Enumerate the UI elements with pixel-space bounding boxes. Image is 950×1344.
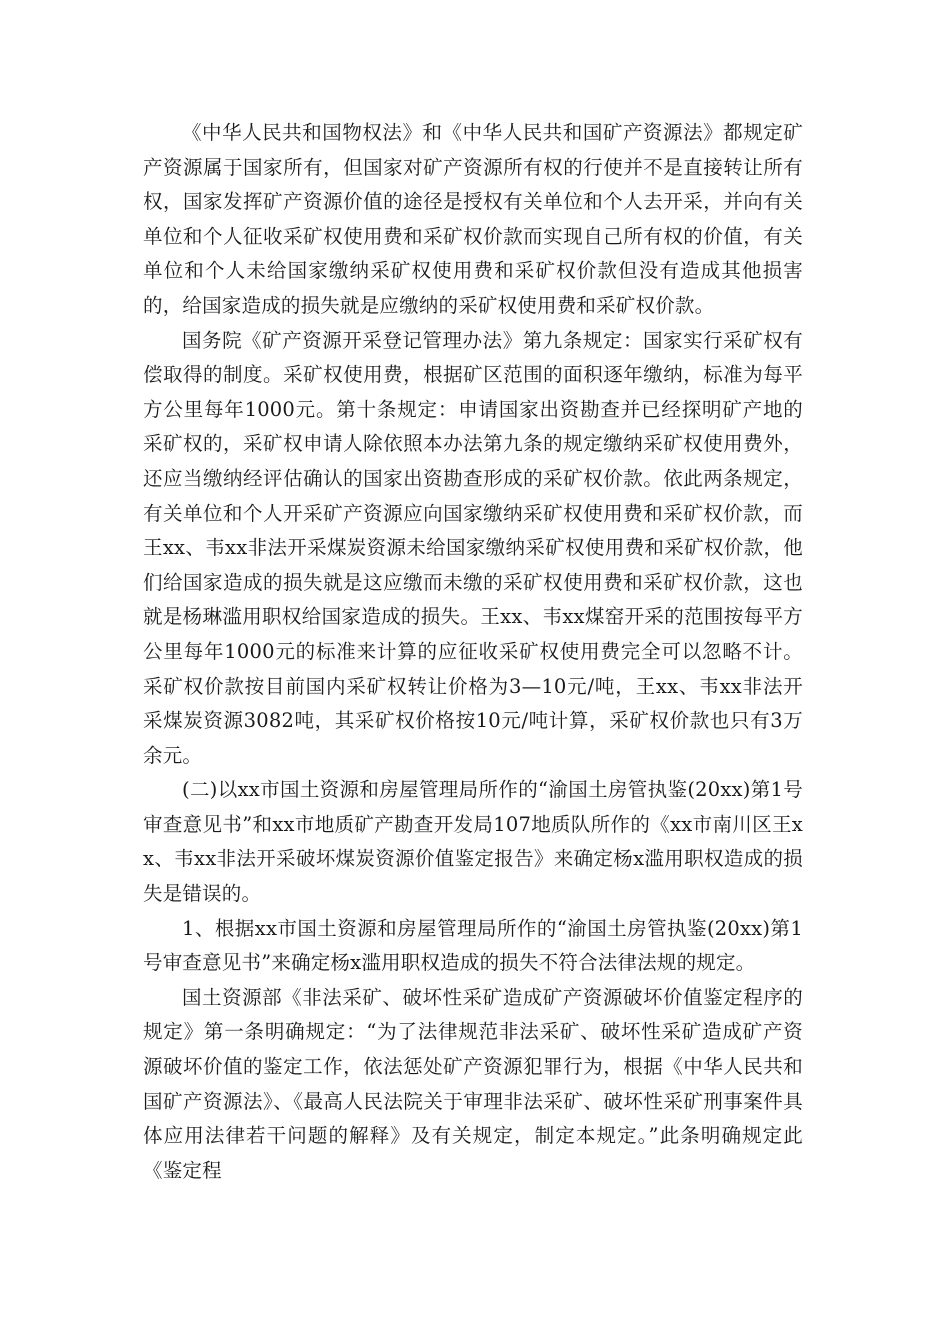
paragraph-2: 国务院《矿产资源开采登记管理办法》第九条规定：国家实行采矿权有偿取得的制度。采矿权使用费，根据矿区范围的面积逐年缴纳，标准为每平方公里每年1000元。第十条规定：申请国家出资勘查并已经探明矿产地的采矿权的，采矿权申请人除依照本办法第九条的规定缴纳采矿权使用费外，还应当缴纳经评估确认的国家出资勘查形成的采矿权价款。依此两条规定，有关单位和个人开采矿产资源应向国家缴纳采矿权使用费和采矿权价款，而王xx、韦xx非法开采煤炭资源未给国家缴纳采矿权使用费和采矿权价款，他们给国家造成的损失就是这应缴而未缴的采矿权使用费和采矿权价款，这也就是杨琳滥用职权给国家造成的损失。王xx、韦xx煤窑开采的范围按每平方公里每年1000元的标准来计算的应征收采矿权使用费完全可以忽略不计。采矿权价款按目前国内采矿权转让价格为3—10元/吨，王xx、韦xx非法开采煤炭资源3082吨，其采矿权价格按10元/吨计算，采矿权价款也只有3万余元。: [143, 328, 803, 767]
paragraph-1: 《中华人民共和国物权法》和《中华人民共和国矿产资源法》都规定矿产资源属于国家所有，但国家对矿产资源所有权的行使并不是直接转让所有权，国家发挥矿产资源价值的途径是授权有关单位和个人去开采，并向有关单位和个人征收采矿权使用费和采矿权价款而实现自己所有权的价值，有关单位和个人未给国家缴纳采矿权使用费和采矿权价款但没有造成其他损害的，给国家造成的损失就是应缴纳的采矿权使用费和采矿权价款。: [143, 121, 803, 317]
paragraph-3: (二)以xx市国土资源和房屋管理局所作的“渝国土房管执鉴(20xx)第1号审查意见书”和xx市地质矿产勘查开发局107地质队所作的《xx市南川区王xx、韦xx非法开采破坏煤炭资源价值鉴定报告》来确定杨x滥用职权造成的损失是错误的。: [143, 778, 803, 906]
document-body: [143, 116, 803, 1188]
paragraph-4: 1、根据xx市国土资源和房屋管理局所作的“渝国土房管执鉴(20xx)第1号审查意见书”来确定杨x滥用职权造成的损失不符合法律法规的规定。: [143, 916, 803, 975]
paragraph-5: 国土资源部《非法采矿、破坏性采矿造成矿产资源破坏价值鉴定程序的规定》第一条明确规定：“为了法律规范非法采矿、破坏性采矿造成矿产资源破坏价值的鉴定工作，依法惩处矿产资源犯罪行为，根据《中华人民共和国矿产资源法》、《最高人民法院关于审理非法采矿、破坏性采矿刑事案件具体应用法律若干问题的解释》及有关规定，制定本规定。”此条明确规定此《鉴定程: [143, 985, 803, 1182]
